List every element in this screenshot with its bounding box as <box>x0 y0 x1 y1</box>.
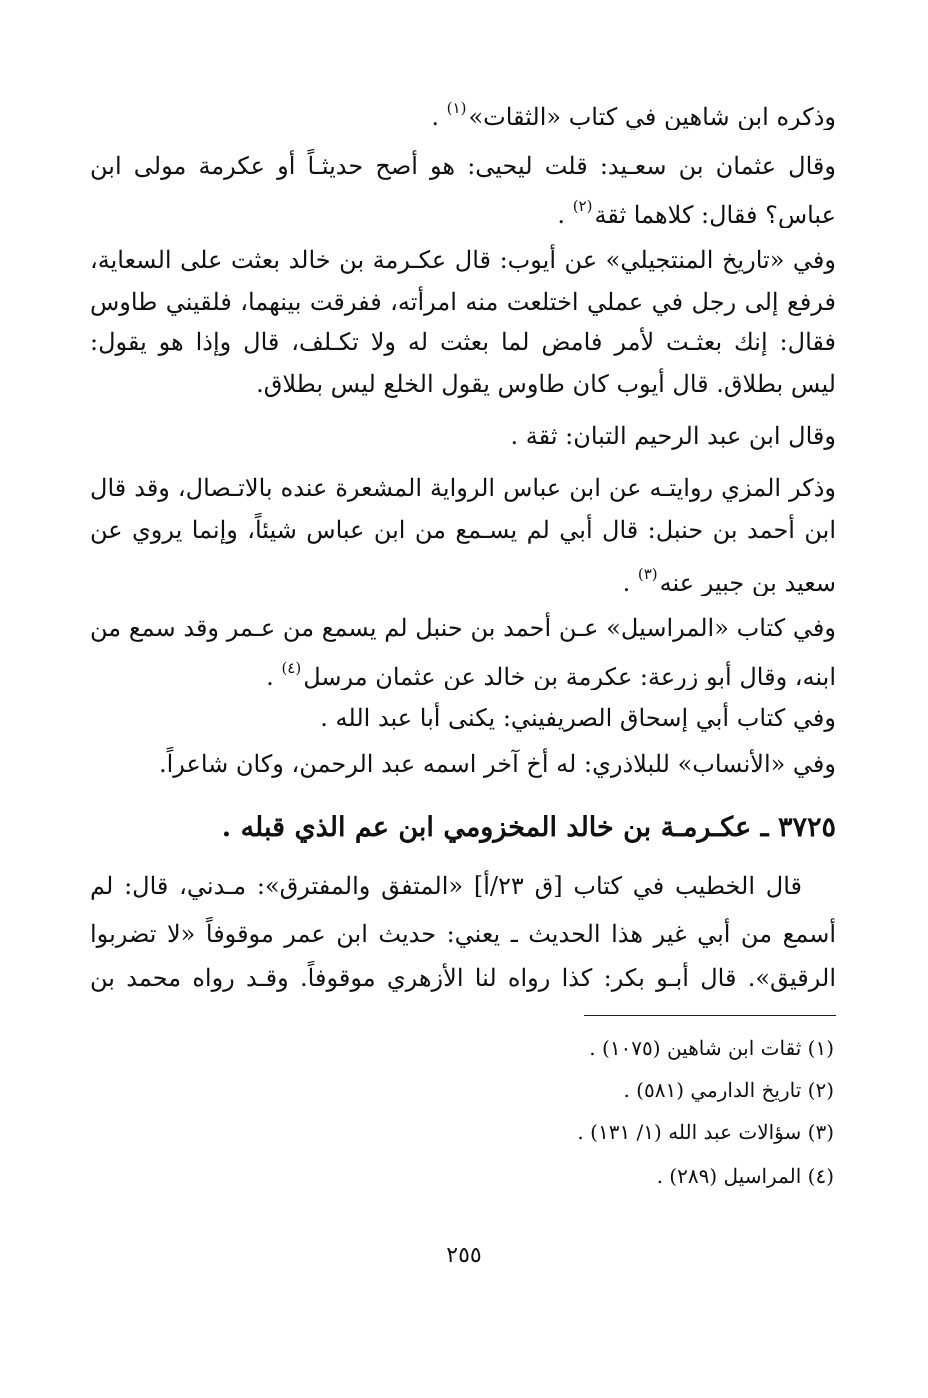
text-line: وقال ابن عبد الرحيم التبان: ثقة . <box>510 422 836 450</box>
text-line: وقال عثمان بن سعـيد: قلت ليحيى: هو أصح حديثـاً أو عكرمة مولى ابن <box>90 152 836 180</box>
text-line: قال الخطيب في كتاب [ق ٢٣/أ] «المتفق والمفترق»: مـدني، قال: لم <box>90 872 803 900</box>
footnote-marker: (٤) <box>281 659 302 677</box>
text-line: وفي كتاب أبي إسحاق الصريفيني: يكنى أبا عبد الله . <box>320 704 836 732</box>
text-line: فرفع إلى رجل في عملي اختلعت منه امرأته، ففرقت بينهما، فلقيني طاوس <box>90 288 836 316</box>
page-number: ٢٥٥ <box>446 1243 482 1268</box>
text-line: وذكره ابن شاهين في كتاب «الثقات»$^{(١)}$ . <box>431 99 836 130</box>
text-line: ليس بطلاق. قال أيوب كان طاوس يقول الخلع ليس بطلاق. <box>256 370 836 398</box>
text-line: ابنه، وقال أبو زرعة: عكرمة بن خالد عن عثمان مرسل$^{(٤)}$ . <box>266 659 836 690</box>
footnote: (٤) المراسيل (٢٨٩) . <box>656 1164 834 1188</box>
footnote-marker: (٢) <box>572 197 593 215</box>
text-line: أسمع من أبي غير هذا الحديث ـ يعني: حديث ابن عمر موقوفاً «لا تضربوا <box>90 920 836 948</box>
text-line: الرقيق». قال أبـو بكر: كذا رواه لنا الأزهري موقوفاً. وقـد رواه محمد بن <box>90 964 836 992</box>
footnote: (١) ثقات ابن شاهين (١٠٧٥) . <box>589 1036 834 1060</box>
footnote: (٢) تاريخ الدارمي (٥٨١) . <box>623 1078 834 1102</box>
text-line: وفي كتاب «المراسيل» عـن أحمد بن حنبل لم يسمع من عـمر وقد سمع من <box>90 614 836 642</box>
footnote-marker: (٣) <box>637 565 658 583</box>
text-line: وذكر المزي روايتـه عن ابن عباس الرواية المشعرة عنده بالاتـصال، وقد قال <box>90 474 836 502</box>
text-line: فقال: إنك بعثـت لأمر فامض لما بعثت له ولا تكـلف، قال وإذا هو يقول: <box>90 328 836 356</box>
text-line: عباس؟ فقال: كلاهما ثقة$^{(٢)}$ . <box>557 197 836 228</box>
entry-heading: ٣٧٢٥ ـ عكـرمـة بن خالد المخزومي ابن عم الذي قبله . <box>221 812 836 843</box>
footnote: (٣) سؤالات عبد الله (١/ ١٣١) . <box>577 1120 834 1144</box>
text-line: وفي «الأنساب» للبلاذري: له أخ آخر اسمه عبد الرحمن، وكان شاعراً. <box>159 750 836 778</box>
text-line: سعيد بن جبير عنه$^{(٣)}$ . <box>622 565 836 596</box>
footnote-separator <box>584 1015 836 1016</box>
footnote-marker: (١) <box>446 99 467 117</box>
text-line: وفي «تاريخ المنتجيلي» عن أيوب: قال عكـرمة بن خالد بعثت على السعاية، <box>90 246 836 274</box>
text-line: ابن أحمد بن حنبل: قال أبي لم يسـمع من ابن عباس شيئاً، وإنما يروي عن <box>90 516 836 544</box>
